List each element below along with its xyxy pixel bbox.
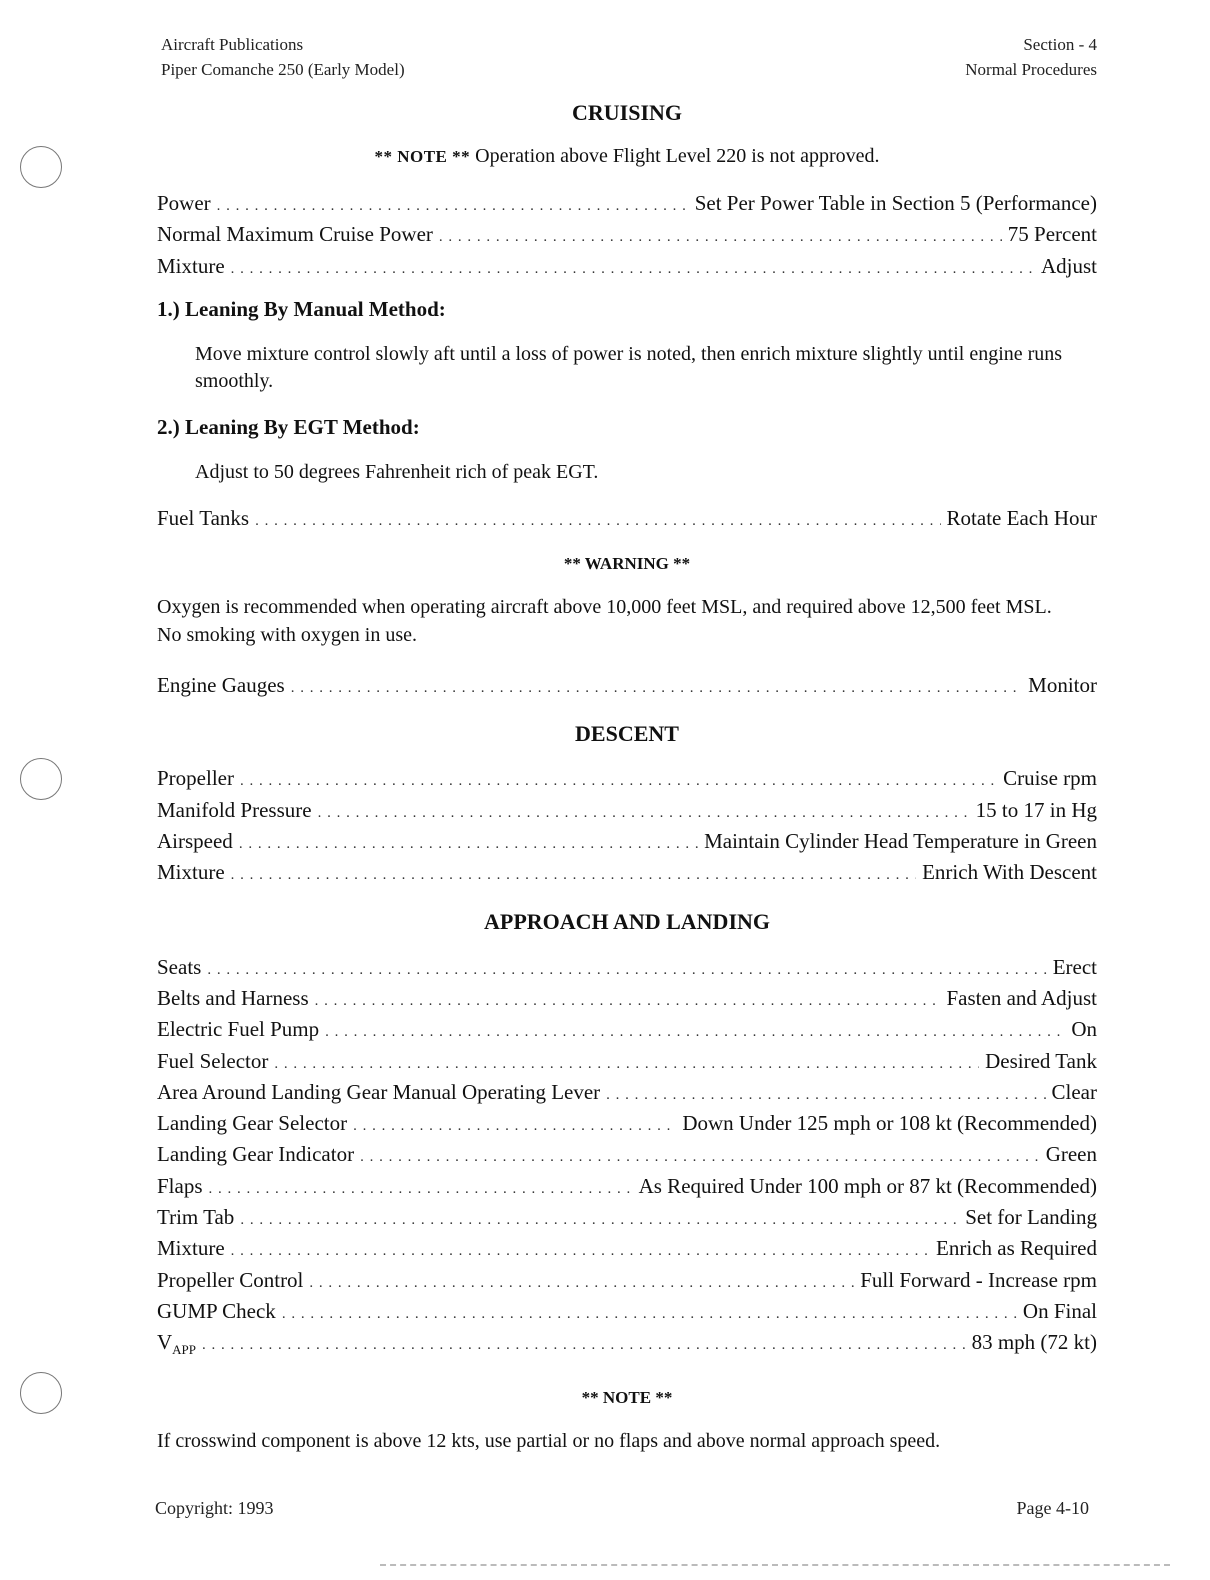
page-content — [157, 98, 1097, 1455]
item-value: 83 mph (72 kt) — [971, 1330, 1097, 1355]
item-value: On Final — [1022, 1298, 1097, 1323]
header-left — [161, 32, 405, 82]
item-value: On — [1071, 1017, 1097, 1042]
item-label: Fuel Selector — [157, 1048, 269, 1073]
item-value: Fasten and Adjust — [946, 985, 1097, 1010]
step1-title: 1.) Leaning By Manual Method: — [157, 296, 446, 321]
item-value: Clear — [1051, 1079, 1097, 1104]
checklist-row — [157, 1015, 1097, 1046]
item-value: Maintain Cylinder Head Temperature in Green — [704, 829, 1097, 854]
vapp-label-sub: APP — [172, 1342, 197, 1358]
leader-dots — [353, 1112, 676, 1140]
item-value: Cruise rpm — [1003, 766, 1097, 791]
item-label: Fuel Tanks — [157, 505, 250, 530]
scan-edge-line — [380, 1564, 1170, 1566]
item-value: Down Under 125 mph or 108 kt (Recommended) — [682, 1111, 1097, 1136]
approach-note-tag: ** NOTE ** — [581, 1387, 673, 1407]
leader-dots — [318, 799, 970, 827]
item-label: Engine Gauges — [157, 673, 285, 698]
item-label: Normal Maximum Cruise Power — [157, 222, 433, 247]
leader-dots — [240, 1206, 959, 1234]
checklist-row — [157, 1203, 1097, 1234]
item-value: Set Per Power Table in Section 5 (Performance) — [694, 191, 1097, 215]
checklist-row — [157, 189, 1097, 220]
item-value: Green — [1045, 1142, 1097, 1167]
checklist-row — [157, 252, 1097, 283]
item-label: Flaps — [157, 1173, 203, 1198]
leader-dots — [360, 1143, 1040, 1171]
leader-dots — [606, 1081, 1045, 1109]
step1-body: Move mixture control slowly aft until a loss of power is noted, then enrich mixture slightly until engine runs smoothly. — [195, 342, 1063, 392]
checklist-row — [157, 796, 1097, 827]
header-right — [965, 32, 1097, 82]
publisher-name: Aircraft Publications — [161, 35, 304, 54]
item-value: Full Forward - Increase rpm — [860, 1267, 1097, 1292]
item-label: Propeller Control — [157, 1267, 304, 1292]
leader-dots — [291, 674, 1022, 702]
item-value: Enrich as Required — [936, 1236, 1097, 1261]
item-label: Landing Gear Selector — [157, 1111, 348, 1136]
footer-copyright: Copyright: 1993 — [155, 1498, 274, 1518]
binder-hole-bottom — [20, 1372, 62, 1414]
item-value: Set for Landing — [965, 1205, 1097, 1230]
leader-dots — [274, 1050, 979, 1078]
item-label: Propeller — [157, 766, 234, 791]
leader-dots — [231, 861, 916, 889]
item-label: Mixture — [157, 253, 225, 278]
note-text: Operation above Flight Level 220 is not approved. — [475, 145, 880, 167]
item-label: Area Around Landing Gear Manual Operating Lever — [157, 1079, 601, 1104]
vapp-label-main: V — [157, 1330, 173, 1355]
leader-dots — [315, 987, 941, 1015]
item-value: 75 Percent — [1007, 222, 1097, 247]
item-label: Landing Gear Indicator — [157, 1142, 355, 1167]
section-number: Section - 4 — [1023, 35, 1097, 54]
item-label: Electric Fuel Pump — [157, 1017, 320, 1042]
item-label: Power — [157, 191, 211, 215]
checklist-row — [157, 827, 1097, 858]
item-value: Rotate Each Hour — [946, 505, 1097, 530]
leader-dots — [231, 255, 1035, 283]
checklist-row — [157, 984, 1097, 1015]
warning-text: Oxygen is recommended when operating aircraft above 10,000 feet MSL, and required above 12,500 feet MSL. No smoking with oxygen in use. — [157, 596, 1052, 647]
checklist-row — [157, 1109, 1097, 1140]
leader-dots — [207, 956, 1046, 984]
leader-dots — [240, 767, 997, 795]
leader-dots — [282, 1300, 1017, 1328]
footer-page-number: Page 4-10 — [1016, 1498, 1089, 1518]
item-label: Seats — [157, 954, 202, 979]
leader-dots — [255, 507, 940, 535]
item-value: Enrich With Descent — [922, 860, 1097, 885]
binder-hole-middle — [20, 758, 62, 800]
checklist-row — [157, 1172, 1097, 1203]
vapp-label — [157, 1328, 196, 1364]
item-label: Belts and Harness — [157, 985, 309, 1010]
leader-dots — [325, 1018, 1065, 1046]
cruising-note — [157, 142, 1097, 171]
item-label: Manifold Pressure — [157, 797, 312, 822]
descent-title: DESCENT — [575, 721, 679, 747]
cruising-checklist — [157, 189, 1097, 283]
engine-gauges-row — [157, 671, 1097, 702]
approach-checklist — [157, 953, 1097, 1365]
item-value: Adjust — [1040, 253, 1097, 278]
checklist-row — [157, 953, 1097, 984]
checklist-row — [157, 1297, 1097, 1328]
cruising-title: CRUISING — [571, 100, 683, 125]
section-name: Normal Procedures — [965, 60, 1097, 79]
checklist-row — [157, 1266, 1097, 1297]
checklist-row — [157, 1234, 1097, 1265]
step2-title: 2.) Leaning By EGT Method: — [157, 414, 420, 439]
leader-dots — [239, 830, 698, 858]
item-value: As Required Under 100 mph or 87 kt (Recommended) — [638, 1173, 1097, 1198]
checklist-row — [157, 1140, 1097, 1171]
approach-note-text: If crosswind component is above 12 kts, use partial or no flaps and above normal approach speed. — [157, 1429, 941, 1452]
leader-dots — [217, 192, 689, 220]
checklist-row — [157, 220, 1097, 251]
item-label: Mixture — [157, 860, 225, 885]
aircraft-model: Piper Comanche 250 (Early Model) — [161, 60, 405, 79]
descent-checklist — [157, 764, 1097, 889]
fuel-tanks-row — [157, 504, 1097, 535]
item-label: Trim Tab — [157, 1205, 235, 1230]
checklist-row — [157, 858, 1097, 889]
item-value: 15 to 17 in Hg — [975, 797, 1097, 822]
leader-dots — [202, 1331, 966, 1359]
leader-dots — [309, 1269, 854, 1297]
step2-body: Adjust to 50 degrees Fahrenheit rich of peak EGT. — [195, 460, 599, 483]
binder-hole-top — [20, 146, 62, 188]
leader-dots — [439, 223, 1002, 251]
checklist-row — [157, 764, 1097, 795]
checklist-row — [157, 1047, 1097, 1078]
item-value: Monitor — [1028, 673, 1097, 698]
item-label: Airspeed — [157, 829, 233, 854]
approach-title: APPROACH AND LANDING — [484, 908, 770, 934]
item-value: Desired Tank — [985, 1048, 1097, 1073]
vapp-row — [157, 1328, 1097, 1364]
item-label: GUMP Check — [157, 1298, 276, 1323]
leader-dots — [209, 1175, 633, 1203]
checklist-row — [157, 1078, 1097, 1109]
leader-dots — [231, 1237, 930, 1265]
warning-tag: ** WARNING ** — [563, 554, 691, 574]
note-tag: ** NOTE ** — [374, 147, 471, 166]
item-value: Erect — [1052, 954, 1097, 979]
item-label: Mixture — [157, 1236, 225, 1261]
